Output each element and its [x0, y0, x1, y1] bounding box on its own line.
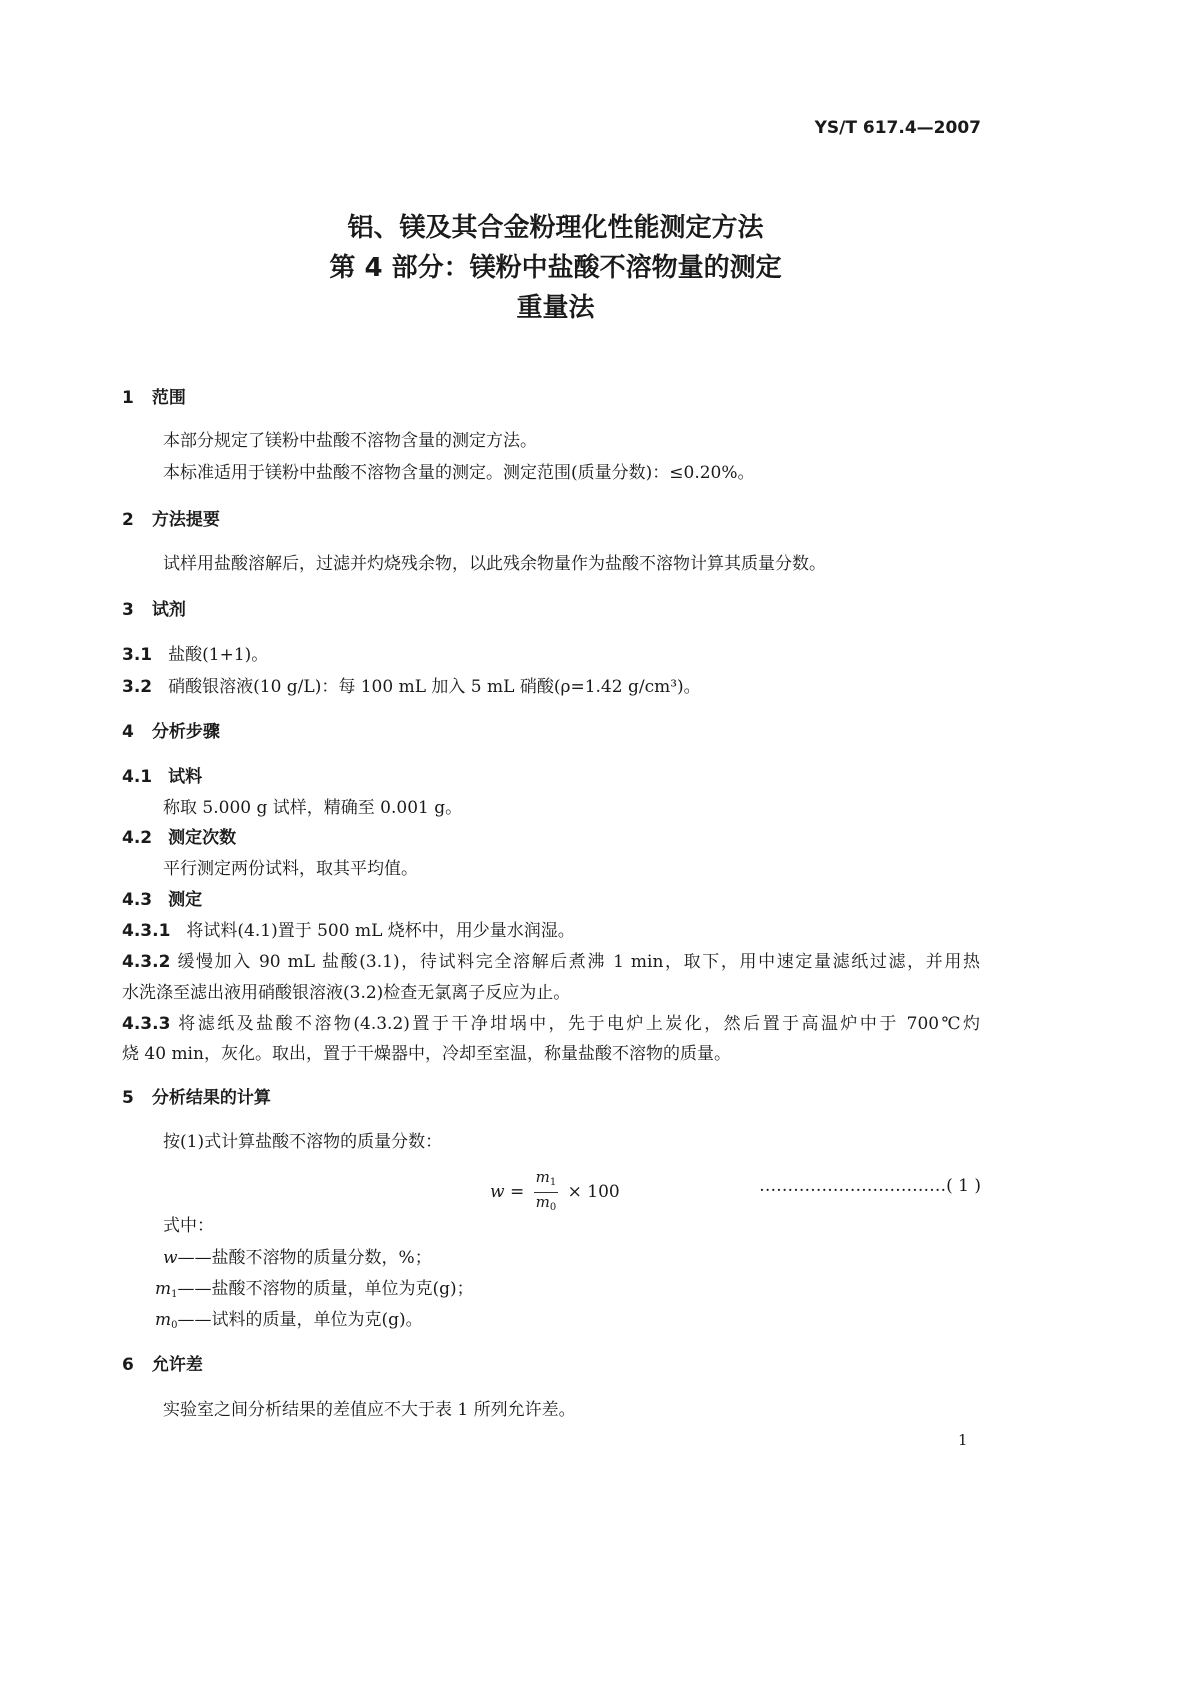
section-number: 6 — [122, 1355, 134, 1375]
section-2-heading — [122, 508, 220, 532]
paragraph: 实验室之间分析结果的差值应不大于表 1 所列允许差。 — [163, 1400, 576, 1420]
item-text: 硝酸银溶液(10 g/L)：每 100 mL 加入 5 mL 硝酸(ρ=1.42 g/cm³)。 — [168, 677, 701, 697]
paragraph: 称取 5.000 g 试样，精确至 0.001 g。 — [163, 798, 463, 818]
section-4-heading — [122, 720, 220, 744]
subsection-4-2-heading — [122, 826, 236, 850]
definition-m0 — [155, 1308, 423, 1338]
section-title: 允许差 — [151, 1355, 203, 1375]
item-number: 4.3.2 — [122, 952, 171, 972]
symbol: m — [155, 1279, 172, 1299]
item-number: 4.3.3 — [122, 1014, 171, 1034]
paragraph: 平行测定两份试料，取其平均值。 — [163, 859, 418, 879]
subsection-title: 测定 — [168, 890, 203, 910]
paragraph: 本标准适用于镁粉中盐酸不溶物含量的测定。测定范围(质量分数)：≤0.20%。 — [163, 463, 755, 483]
denominator-subscript: 0 — [549, 1202, 557, 1213]
reagent-item — [122, 643, 268, 667]
item-number: 4.3 — [122, 890, 153, 910]
section-title: 范围 — [151, 388, 186, 408]
numerator: m — [535, 1168, 550, 1186]
paragraph: 按(1)式计算盐酸不溶物的质量分数： — [163, 1132, 443, 1152]
title-line-2: 第 4 部分：镁粉中盐酸不溶物量的测定 — [329, 253, 782, 283]
section-number: 5 — [122, 1088, 134, 1108]
subsection-4-1-heading — [122, 765, 202, 789]
definition-w — [163, 1246, 432, 1270]
step-4-3-3-continued: 烧 40 min，灰化。取出，置于干燥器中，冷却至室温，称量盐酸不溶物的质量。 — [122, 1044, 731, 1064]
section-5-heading — [122, 1086, 271, 1110]
reagent-item — [122, 675, 701, 699]
formula-lhs: w = — [490, 1182, 525, 1202]
item-number: 3.1 — [122, 645, 153, 665]
title-line-3: 重量法 — [516, 293, 595, 323]
definition-text: ——试料的质量，单位为克(g)。 — [177, 1310, 423, 1330]
formula — [490, 1168, 620, 1217]
step-4-3-2-continued: 水洗涤至滤出液用硝酸银溶液(3.2)检查无氯离子反应为止。 — [122, 983, 571, 1003]
definition-text: ——盐酸不溶物的质量分数，%； — [177, 1248, 432, 1268]
subsection-title: 试料 — [168, 767, 203, 787]
item-number: 4.1 — [122, 767, 153, 787]
title-line-1: 铝、镁及其合金粉理化性能测定方法 — [347, 213, 764, 243]
section-number: 1 — [122, 388, 134, 408]
symbol-subscript: 0 — [171, 1320, 178, 1331]
standard-code: YS/T 617.4—2007 — [814, 118, 981, 138]
symbol-subscript: 1 — [171, 1289, 178, 1300]
definition-m1 — [155, 1277, 474, 1307]
item-number: 4.3.1 — [122, 921, 171, 941]
fraction — [534, 1168, 559, 1217]
step-4-3-1 — [122, 919, 575, 943]
section-title: 分析结果的计算 — [151, 1088, 271, 1108]
definition-text: ——盐酸不溶物的质量，单位为克(g)； — [177, 1279, 474, 1299]
section-title: 试剂 — [151, 600, 186, 620]
item-text: 盐酸(1+1)。 — [168, 645, 269, 665]
formula-rhs: × 100 — [567, 1182, 620, 1202]
where-label: 式中： — [163, 1216, 214, 1236]
section-title: 方法提要 — [151, 510, 220, 530]
section-number: 2 — [122, 510, 134, 530]
equation-label: ……………………………( 1 ) — [759, 1176, 981, 1196]
subsection-title: 测定次数 — [168, 828, 237, 848]
section-6-heading — [122, 1353, 203, 1377]
symbol: w — [163, 1248, 178, 1268]
section-number: 3 — [122, 600, 134, 620]
section-number: 4 — [122, 722, 134, 742]
numerator-subscript: 1 — [549, 1177, 557, 1188]
section-1-heading — [122, 386, 186, 410]
step-4-3-2 — [122, 950, 980, 974]
paragraph: 本部分规定了镁粉中盐酸不溶物含量的测定方法。 — [163, 431, 537, 451]
section-3-heading — [122, 598, 186, 622]
item-text: 将试料(4.1)置于 500 mL 烧杯中，用少量水润湿。 — [186, 921, 575, 941]
symbol: m — [155, 1310, 172, 1330]
step-4-3-3 — [122, 1012, 980, 1036]
paragraph: 试样用盐酸溶解后，过滤并灼烧残余物，以此残余物量作为盐酸不溶物计算其质量分数。 — [163, 554, 826, 574]
denominator: m — [535, 1193, 550, 1211]
item-number: 4.2 — [122, 828, 153, 848]
section-title: 分析步骤 — [151, 722, 220, 742]
subsection-4-3-heading — [122, 888, 202, 912]
item-text: 将滤纸及盐酸不溶物(4.3.2)置于干净坩埚中，先于电炉上炭化，然后置于高温炉中于 700℃灼 — [178, 1014, 981, 1034]
item-text: 缓慢加入 90 mL 盐酸(3.1)，待试料完全溶解后煮沸 1 min，取下，用中速定量滤纸过滤，并用热 — [177, 952, 980, 972]
item-number: 3.2 — [122, 677, 153, 697]
page-number: 1 — [958, 1431, 968, 1449]
